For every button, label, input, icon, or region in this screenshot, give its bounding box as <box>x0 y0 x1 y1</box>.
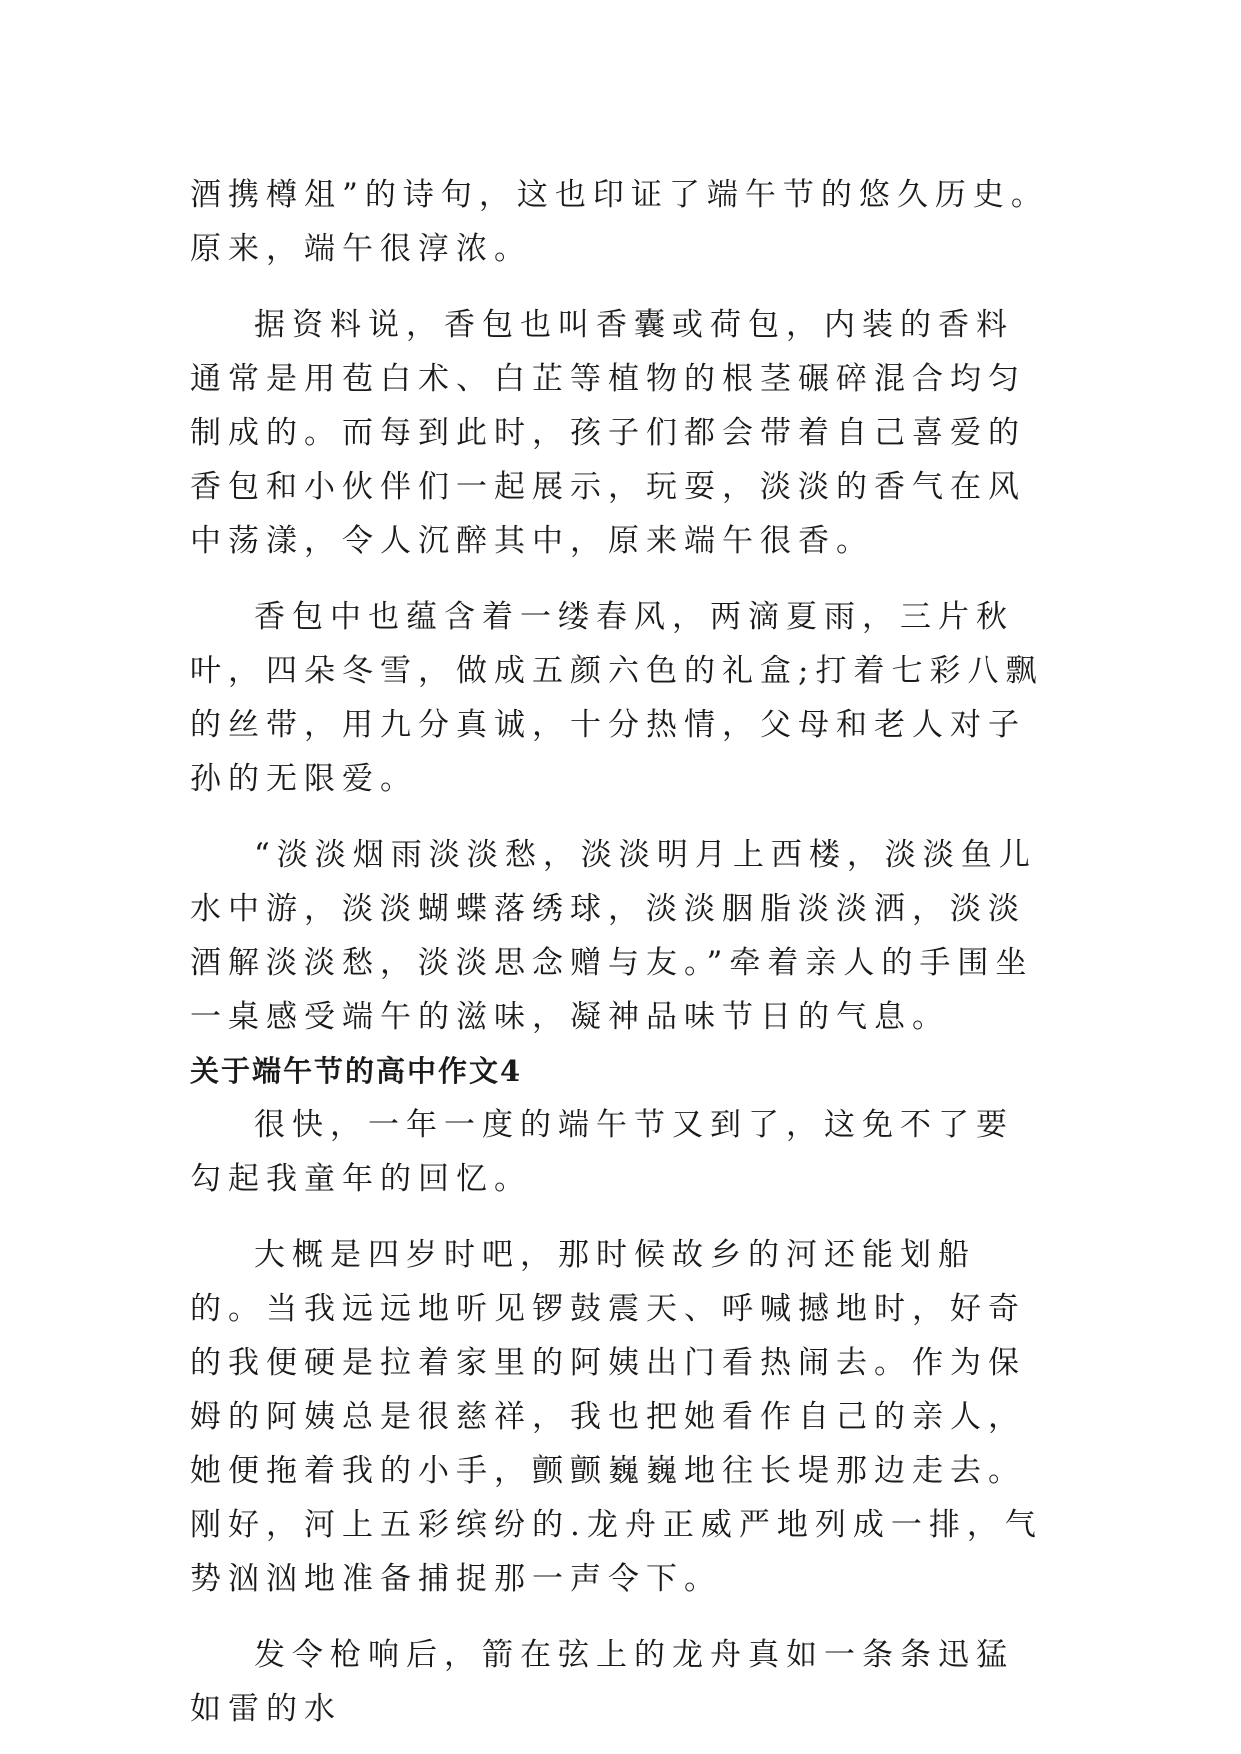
document-page <box>190 168 1050 1736</box>
paragraph-childhood-memory: 大概是四岁时吧，那时候故乡的河还能划船的。当我远远地听见锣鼓震天、呼喊撼地时，好奇的我便硬是拉着家里的阿姨出门看热闹去。作为保姆的阿姨总是很慈祥，我也把她看作自己的亲人，她便拖着我的小手，颤颤巍巍地往长堤那边走去。刚好，河上五彩缤纷的.龙舟正威严地列成一排，气势汹汹地准备捕捉那一声令下。 <box>190 1237 1043 1597</box>
paragraph-sachet-meaning: 香包中也蕴含着一缕春风，两滴夏雨，三片秋叶，四朵冬雪，做成五颜六色的礼盒;打着七彩八飘的丝带，用九分真诚，十分热情，父母和老人对子孙的无限爱。 <box>190 599 1044 797</box>
essay-heading: 关于端午节的高中作文4 <box>190 1054 523 1088</box>
paragraph-race-start: 发令枪响后，箭在弦上的龙舟真如一条条迅猛如雷的水 <box>190 1637 1014 1727</box>
paragraph-sachet-ingredients: 据资料说，香包也叫香囊或荷包，内装的香料通常是用苞白术、白芷等植物的根茎碾碎混合均匀制成的。而每到此时，孩子们都会带着自己喜爱的香包和小伙伴们一起展示，玩耍，淡淡的香气在风中荡漾，令人沉醉其中，原来端午很香。 <box>190 307 1026 559</box>
paragraph-festival-arrives: 很快，一年一度的端午节又到了，这免不了要勾起我童年的回忆。 <box>190 1107 1014 1197</box>
paragraph-continuation: 酒携樽俎”的诗句，这也印证了端午节的悠久历史。原来，端午很淳浓。 <box>190 177 1049 267</box>
paragraph-poem-quote: “淡淡烟雨淡淡愁，淡淡明月上西楼，淡淡鱼儿水中游，淡淡蝴蝶落绣球，淡淡胭脂淡淡洒，淡淡酒解淡淡愁，淡淡思念赠与友。”牵着亲人的手围坐一桌感受端午的滋味，凝神品味节日的气息。 <box>190 837 1037 1035</box>
